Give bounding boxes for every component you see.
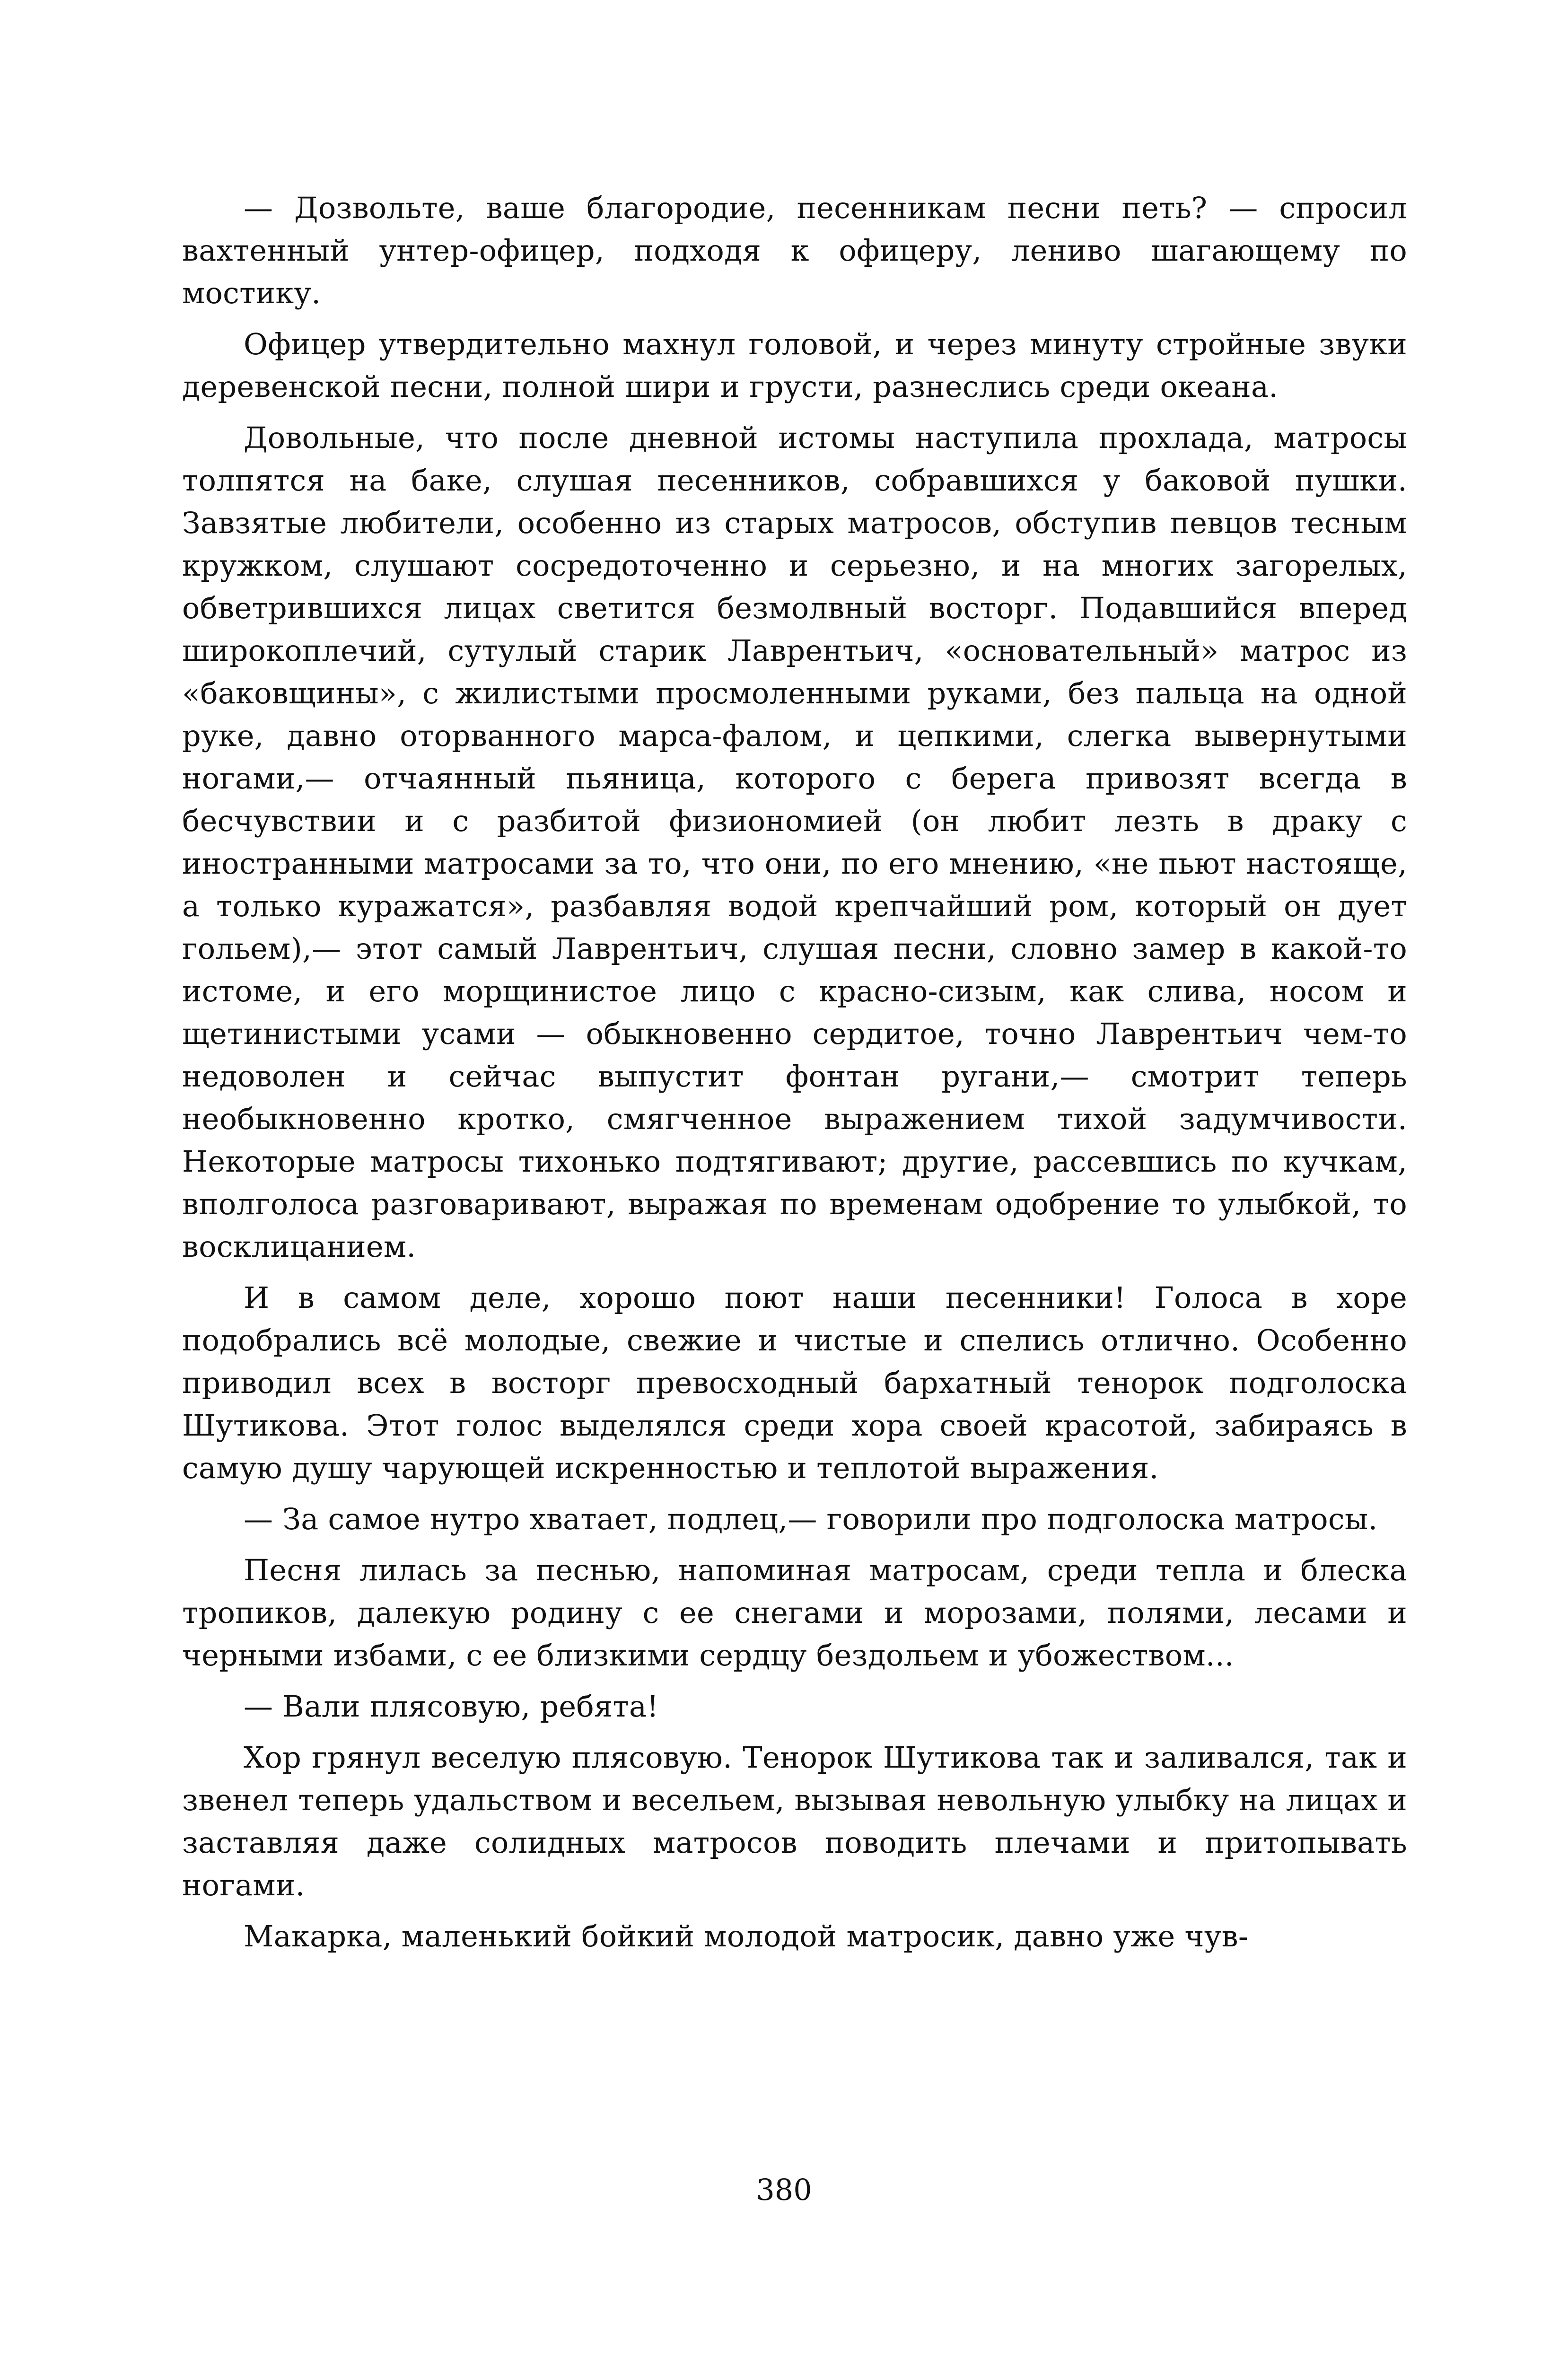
page-body <box>182 187 1407 1966</box>
page-number: 380 <box>756 2172 812 2207</box>
paragraph-1: — Дозвольте, ваше благородие, песенникам песни петь? — спросил вахтенный унтер-офицер, подходя к офицеру, лениво шагающему по мостику. <box>182 191 1407 310</box>
paragraph-3: Довольные, что после дневной истомы наступила прохлада, матросы толпятся на баке, слушая песенников, собравшихся у баковой пушки. Завзятые любители, особенно из старых матросов, обступив певцов тесным кружком, слушают сосредоточенно и серьезно, и на многих загорелых, обветрившихся лицах светится безмолвный восторг. Подавшийся вперед широкоплечий, сутулый старик Лаврентьич, «основательный» матрос из «баковщины», с жилистыми просмоленными руками, без пальца на одной руке, давно оторванного марса-фалом, и цепкими, слегка вывернутыми ногами,— отчаянный пьяница, которого с берега привозят всегда в бесчувствии и с разбитой физиономией (он любит лезть в драку с иностранными матросами за то, что они, по его мнению, «не пьют настояще, а только куражатся», разбавляя водой крепчайший ром, который он дует гольем),— этот самый Лаврентьич, слушая песни, словно замер в какой-то истоме, и его морщинистое лицо с красно-сизым, как слива, носом и щетинистыми усами — обыкновенно сердитое, точно Лаврентьич чем-то недоволен и сейчас выпустит фонтан ругани,— смотрит теперь необыкновенно кротко, смягченное выражением тихой задумчивости. Некоторые матросы тихонько подтягивают; другие, рассевшись по кучкам, вполголоса разговаривают, выражая по временам одобрение то улыбкой, то восклицанием. <box>182 420 1407 1264</box>
paragraph-6: Песня лилась за песнью, напоминая матросам, среди тепла и блеска тропиков, далекую родину с ее снегами и морозами, полями, лесами и черными избами, с ее близкими сердцу бездольем и убожеством... <box>182 1553 1407 1673</box>
paragraph-9: Макарка, маленький бойкий молодой матросик, давно уже чув- <box>244 1919 1249 1953</box>
paragraph-4: И в самом деле, хорошо поют наши песенники! Голоса в хоре подобрались всё молодые, свежие и чистые и спелись отлично. Особенно приводил всех в восторг превосходный бархатный тенорок подголоска Шутикова. Этот голос выделялся среди хора своей красотой, забираясь в самую душу чарующей искренностью и теплотой выражения. <box>182 1280 1407 1485</box>
paragraph-8: Хор грянул веселую плясовую. Тенорок Шутикова так и заливался, так и звенел теперь удальством и весельем, вызывая невольную улыбку на лицах и заставляя даже солидных матросов поводить плечами и притопывать ногами. <box>182 1740 1407 1902</box>
paragraph-5: — За самое нутро хватает, подлец,— говорили про подголоска матросы. <box>244 1502 1378 1536</box>
paragraph-7: — Вали плясовую, ребята! <box>244 1689 659 1724</box>
paragraph-2: Офицер утвердительно махнул головой, и через минуту стройные звуки деревенской песни, полной шири и грусти, разнеслись среди океана. <box>182 327 1407 404</box>
